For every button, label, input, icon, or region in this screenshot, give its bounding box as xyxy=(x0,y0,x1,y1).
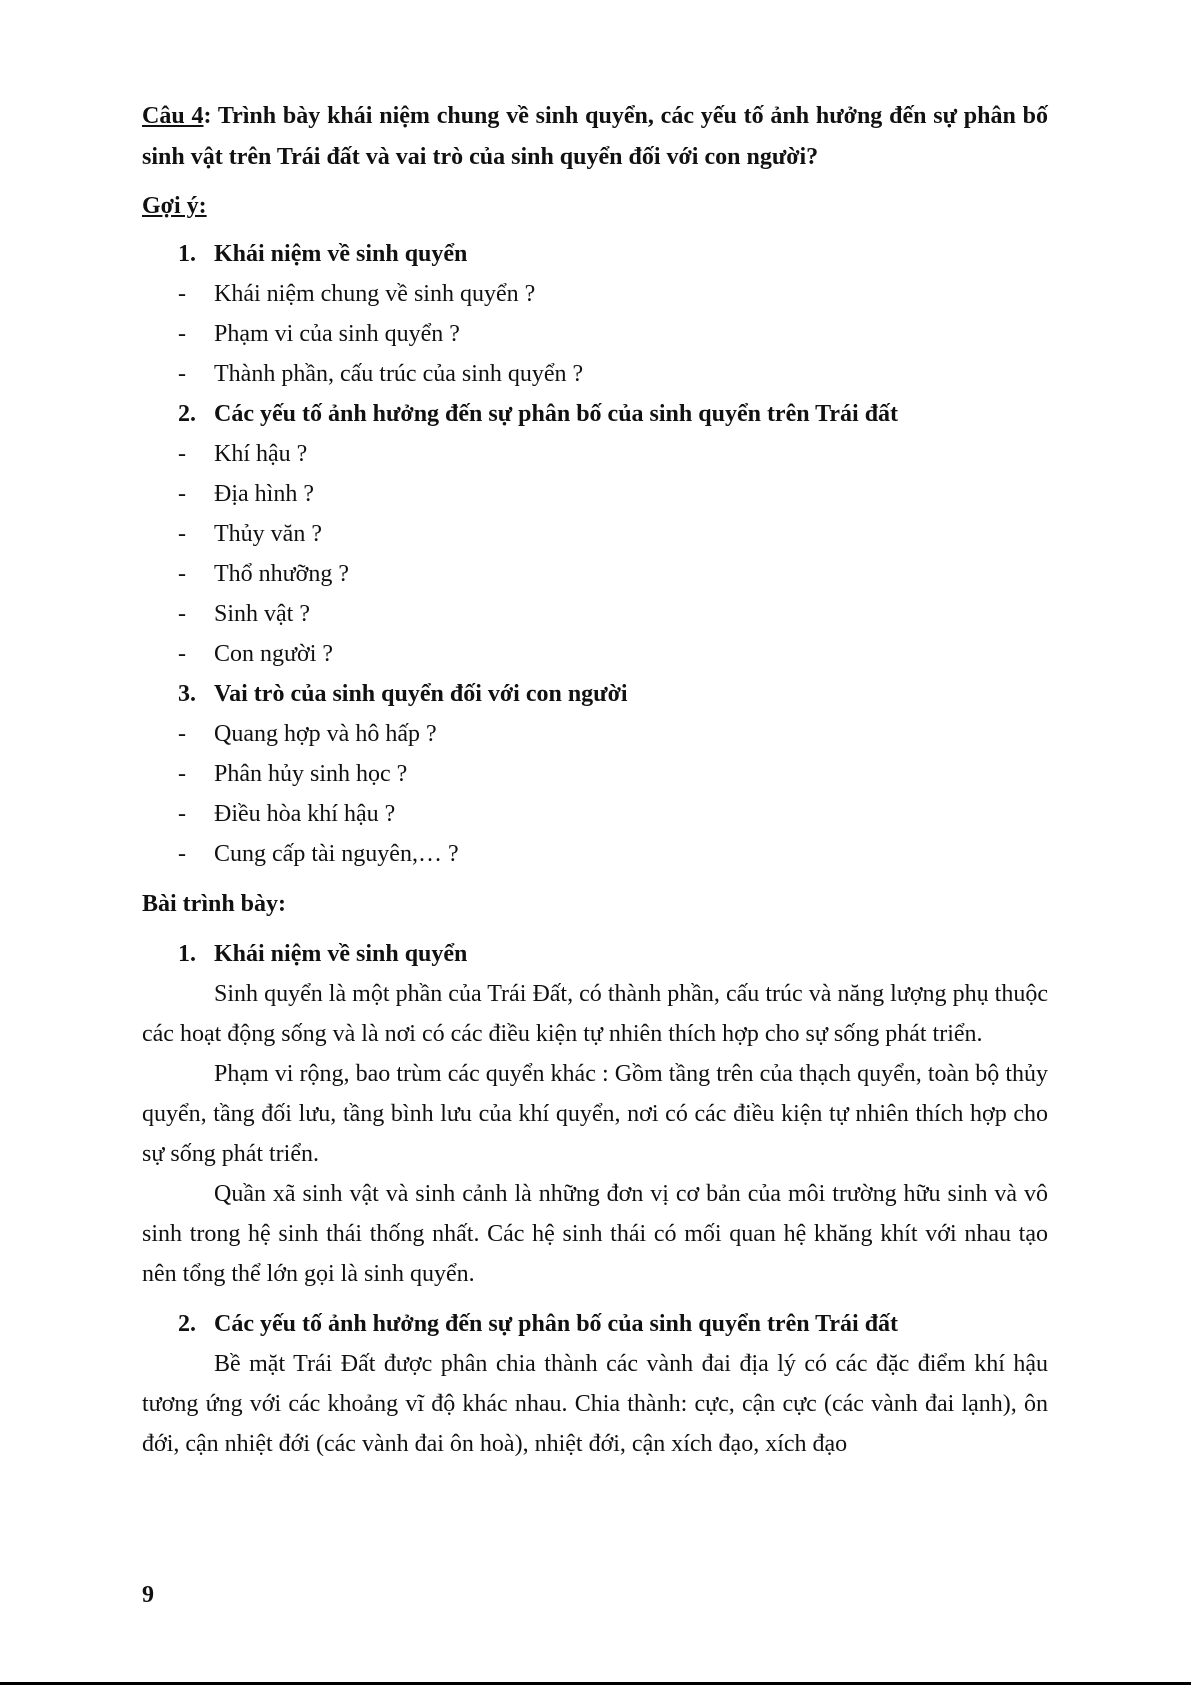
hint-heading-number: 3. xyxy=(178,681,196,707)
presentation-label: Bài trình bày: xyxy=(142,891,287,917)
hint-item: - Phạm vi của sinh quyển ? xyxy=(178,321,460,347)
page-number: 9 xyxy=(142,1582,154,1608)
hint-item: - Thổ nhưỡng ? xyxy=(178,561,350,587)
hint-heading-number: 2. xyxy=(178,401,196,427)
hint-heading-title: Vai trò của sinh quyển đối với con người xyxy=(214,681,628,707)
hint-item: - Thành phần, cấu trúc của sinh quyển ? xyxy=(178,361,584,387)
hint-item: - Khí hậu ? xyxy=(178,441,308,467)
paragraph: Phạm vi rộng, bao trùm các quyển khác : Gồm tầng trên của thạch quyển, toàn bộ thủy quyển, tầng đối lưu, tầng bình lưu của khí quyển, nơi có các điều kiện tự nhiên thích hợp cho sự sống phát triển. xyxy=(142,1061,1048,1167)
question-number: 4 xyxy=(191,103,204,129)
hint-heading-number: 1. xyxy=(178,241,196,267)
hint-item: - Phân hủy sinh học ? xyxy=(178,761,408,787)
hint-heading-title: Khái niệm về sinh quyển xyxy=(214,241,468,267)
hint-item: - Con người ? xyxy=(178,641,334,667)
hint-heading-title: Các yếu tố ảnh hưởng đến sự phân bố của sinh quyển trên Trái đất xyxy=(214,401,899,427)
presentation-heading-2 xyxy=(142,1304,1048,1344)
paragraph: Bề mặt Trái Đất được phân chia thành các vành đai địa lý có các đặc điểm khí hậu tương ứng với các khoảng vĩ độ khác nhau. Chia thành: cực, cận cực (các vành đai lạnh), ôn đới, cận nhiệt đới (các vành đai ôn hoà), nhiệt đới, cận xích đạo, xích đạo xyxy=(142,1351,1048,1457)
paragraph: Sinh quyển là một phần của Trái Đất, có thành phần, cấu trúc và năng lượng phụ thuộc các hoạt động sống và là nơi có các điều kiện tự nhiên thích hợp cho sự sống phát triển. xyxy=(142,981,1048,1047)
page-content xyxy=(142,96,1048,1464)
hint-heading-3 xyxy=(142,674,1048,714)
hint-item: - Thủy văn ? xyxy=(178,521,322,547)
paragraph: Quần xã sinh vật và sinh cảnh là những đơn vị cơ bản của môi trường hữu sinh và vô sinh trong hệ sinh thái thống nhất. Các hệ sinh thái có mối quan hệ khăng khít với nhau tạo nên tổng thể lớn gọi là sinh quyển. xyxy=(142,1181,1048,1287)
question-label: Câu xyxy=(142,103,192,129)
hint-item: - Quang hợp và hô hấp ? xyxy=(178,721,437,747)
presentation-heading-number: 1. xyxy=(178,941,196,967)
question-text: : Trình bày khái niệm chung về sinh quyển, các yếu tố ảnh hưởng đến sự phân bố sinh vật trên Trái đất và vai trò của sinh quyển đối với con người? xyxy=(142,103,1049,170)
hint-item: - Điều hòa khí hậu ? xyxy=(178,801,396,827)
hint-heading-2 xyxy=(142,394,1048,434)
presentation-heading-number: 2. xyxy=(178,1311,196,1337)
presentation-heading-title: Khái niệm về sinh quyển xyxy=(214,941,468,967)
hint-heading-1 xyxy=(142,234,1048,274)
presentation-heading-title: Các yếu tố ảnh hưởng đến sự phân bố của sinh quyển trên Trái đất xyxy=(214,1311,899,1337)
hint-label: Gợi ý: xyxy=(142,193,207,219)
question-title xyxy=(142,96,1048,178)
hint-item: - Cung cấp tài nguyên,… ? xyxy=(178,841,459,867)
hint-item: - Sinh vật ? xyxy=(178,601,310,627)
presentation-heading-1 xyxy=(142,934,1048,974)
hint-item: - Khái niệm chung về sinh quyển ? xyxy=(178,281,536,307)
hint-item: - Địa hình ? xyxy=(178,481,314,507)
